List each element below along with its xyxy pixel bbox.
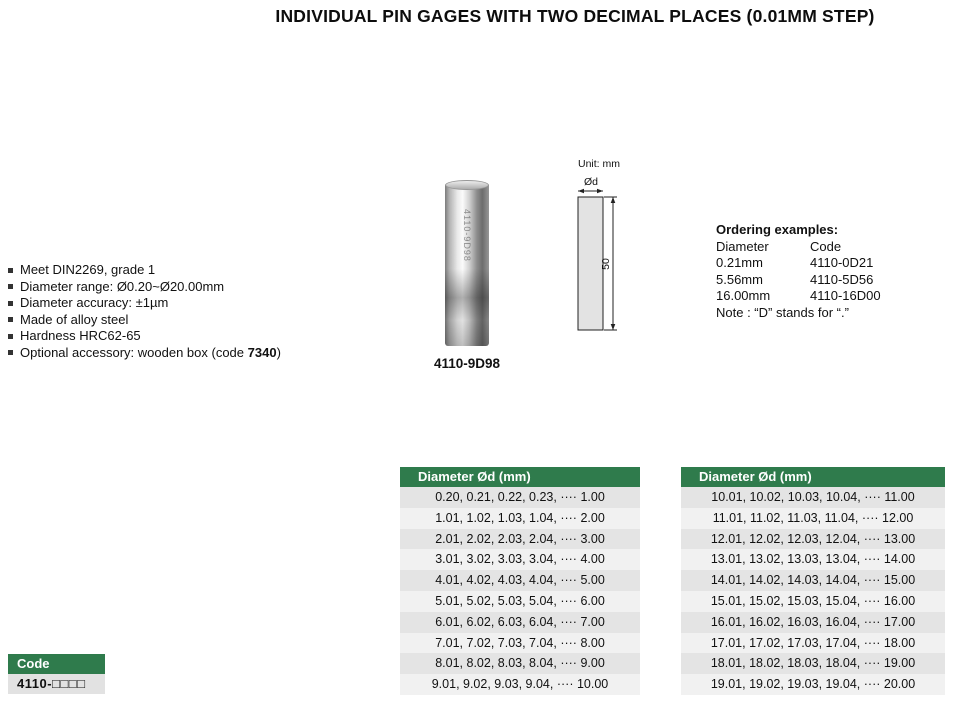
bullet-icon bbox=[8, 334, 13, 339]
pin-gage-photo bbox=[445, 180, 489, 346]
technical-drawing bbox=[558, 153, 646, 343]
ordering-code: 4110-5D56 bbox=[810, 271, 874, 287]
pin-body bbox=[445, 185, 489, 346]
ordering-row bbox=[716, 272, 926, 289]
feature-item bbox=[8, 312, 281, 329]
ordering-col-diameter: Diameter bbox=[716, 238, 769, 254]
table-row: 1.01, 1.02, 1.03, 1.04, ···· 2.00 bbox=[400, 508, 640, 529]
ordering-title: Ordering examples: bbox=[716, 222, 839, 237]
arrow-down-icon bbox=[611, 324, 616, 330]
table-row: 15.01, 15.02, 15.03, 15.04, ···· 16.00 bbox=[681, 591, 945, 612]
ordering-diameter: 16.00mm bbox=[716, 288, 771, 303]
feature-item bbox=[8, 345, 281, 362]
table-row: 4.01, 4.02, 4.03, 4.04, ···· 5.00 bbox=[400, 570, 640, 591]
ordering-col-code: Code bbox=[810, 238, 842, 254]
diameter-table-header: Diameter Ød (mm) bbox=[400, 467, 640, 487]
table-row: 5.01, 5.02, 5.03, 5.04, ···· 6.00 bbox=[400, 591, 640, 612]
page-title: INDIVIDUAL PIN GAGES WITH TWO DECIMAL PLACES (0.01MM STEP) bbox=[275, 6, 875, 26]
unit-label: Unit: mm bbox=[578, 158, 620, 170]
table-row: 17.01, 17.02, 17.03, 17.04, ···· 18.00 bbox=[681, 633, 945, 654]
table-row: 7.01, 7.02, 7.03, 7.04, ···· 8.00 bbox=[400, 633, 640, 654]
table-row: 19.01, 19.02, 19.03, 19.04, ···· 20.00 bbox=[681, 674, 945, 695]
pin-top-face bbox=[445, 180, 489, 190]
table-row: 3.01, 3.02, 3.03, 3.04, ···· 4.00 bbox=[400, 549, 640, 570]
diameter-dim-label: Ød bbox=[584, 176, 599, 188]
bullet-icon bbox=[8, 350, 13, 355]
pin-engraving: 4110-9D98 bbox=[462, 209, 472, 262]
ordering-row bbox=[716, 255, 926, 272]
bullet-icon bbox=[8, 268, 13, 273]
bullet-icon bbox=[8, 317, 13, 322]
feature-item bbox=[8, 279, 281, 296]
arrow-right-icon bbox=[597, 189, 603, 194]
feature-text-suffix: ) bbox=[276, 344, 281, 360]
ordering-note: Note : “D” stands for “.” bbox=[716, 304, 849, 320]
diameter-table-right bbox=[681, 467, 945, 695]
table-row: 12.01, 12.02, 12.03, 12.04, ···· 13.00 bbox=[681, 529, 945, 550]
ordering-examples bbox=[716, 222, 926, 321]
table-row: 0.20, 0.21, 0.22, 0.23, ···· 1.00 bbox=[400, 487, 640, 508]
code-table bbox=[8, 654, 105, 694]
code-table-value: 4110-□□□□ bbox=[8, 674, 105, 694]
feature-text: Diameter range: Ø0.20~Ø20.00mm bbox=[20, 278, 225, 294]
feature-text: Diameter accuracy: ±1µm bbox=[20, 295, 169, 310]
feature-item bbox=[8, 262, 281, 279]
feature-item bbox=[8, 295, 281, 312]
table-row: 6.01, 6.02, 6.03, 6.04, ···· 7.00 bbox=[400, 612, 640, 633]
table-row: 18.01, 18.02, 18.03, 18.04, ···· 19.00 bbox=[681, 653, 945, 674]
feature-text-bold: 7340 bbox=[247, 344, 277, 360]
table-row: 10.01, 10.02, 10.03, 10.04, ···· 11.00 bbox=[681, 487, 945, 508]
table-row: 13.01, 13.02, 13.03, 13.04, ···· 14.00 bbox=[681, 549, 945, 570]
table-row: 2.01, 2.02, 2.03, 2.04, ···· 3.00 bbox=[400, 529, 640, 550]
ordering-header-row bbox=[716, 239, 926, 256]
table-row: 11.01, 11.02, 11.03, 11.04, ···· 12.00 bbox=[681, 508, 945, 529]
table-row: 9.01, 9.02, 9.03, 9.04, ···· 10.00 bbox=[400, 674, 640, 695]
diameter-table-header: Diameter Ød (mm) bbox=[681, 467, 945, 487]
feature-item bbox=[8, 328, 281, 345]
ordering-diameter: 0.21mm bbox=[716, 255, 763, 270]
ordering-code: 4110-16D00 bbox=[810, 288, 881, 303]
arrow-up-icon bbox=[611, 197, 616, 203]
table-row: 16.01, 16.02, 16.03, 16.04, ···· 17.00 bbox=[681, 612, 945, 633]
product-code-label: 4110-9D98 bbox=[433, 356, 501, 371]
table-row: 8.01, 8.02, 8.03, 8.04, ···· 9.00 bbox=[400, 653, 640, 674]
ordering-diameter: 5.56mm bbox=[716, 271, 763, 287]
table-row: 14.01, 14.02, 14.03, 14.04, ···· 15.00 bbox=[681, 570, 945, 591]
bullet-icon bbox=[8, 284, 13, 289]
length-dim-label: 50 bbox=[600, 258, 612, 270]
ordering-row bbox=[716, 288, 926, 305]
feature-text-prefix: Optional accessory: wooden box (code bbox=[20, 344, 248, 360]
arrow-left-icon bbox=[578, 189, 584, 194]
diameter-table-left bbox=[400, 467, 640, 695]
feature-text bbox=[20, 345, 281, 362]
code-table-header: Code bbox=[8, 654, 105, 674]
bullet-icon bbox=[8, 301, 13, 306]
feature-text: Hardness HRC62-65 bbox=[20, 328, 141, 343]
feature-list bbox=[8, 262, 281, 361]
ordering-code: 4110-0D21 bbox=[810, 255, 874, 270]
feature-text: Made of alloy steel bbox=[20, 311, 129, 327]
feature-text: Meet DIN2269, grade 1 bbox=[20, 262, 156, 277]
